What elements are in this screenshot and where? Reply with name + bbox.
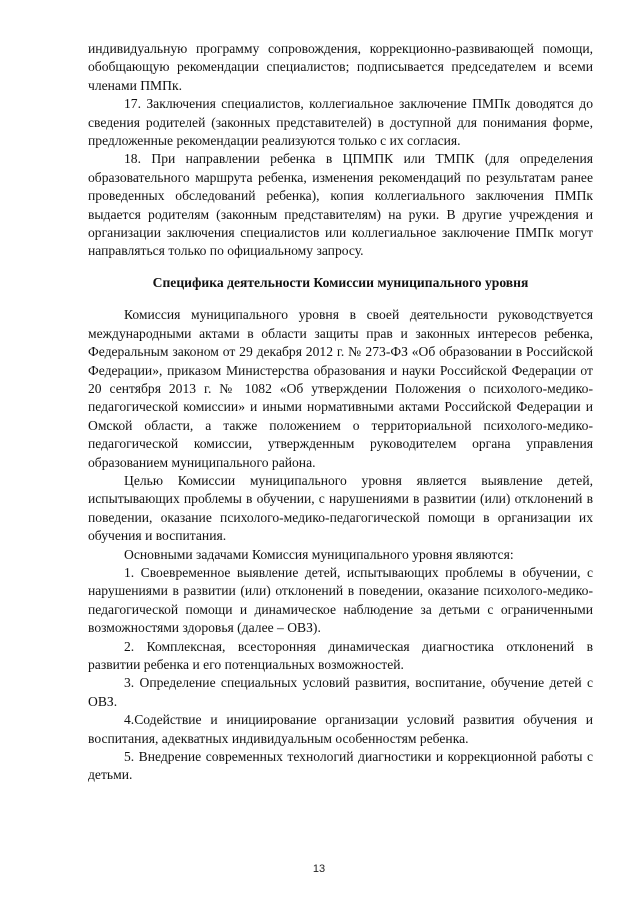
paragraph-commission-legal-basis: Комиссия муниципального уровня в своей деятельности руководствуется международными актами в области защиты прав и законных интересов ребенка, Федеральным законом от 29 декабря 2012 г. № 273-ФЗ «Об образовании в Российской Федерации», приказом Министерства образования и науки Российской Федерации от 20 сентября 2013 г. № 1082 «Об утверждении Положения о психолого-медико-педагогической комиссии» и иными нормативными актами Российской Федерации и Омской области, а также положением о территориальной психолого-медико-педагогической комиссии, утвержденным руководителем органа управления образованием муниципального района. bbox=[88, 307, 593, 470]
task-item-1: 1. Своевременное выявление детей, испытывающих проблемы в обучении, с нарушениями в развитии (или) отклонений в поведении, оказание психолого-медико-педагогической помощи и динамическое наблюдение за детьми с ограниченными возможностями здоровья (далее – ОВЗ). bbox=[88, 564, 593, 636]
task-item-5: 5. Внедрение современных технологий диагностики и коррекционной работы с детьми. bbox=[88, 749, 593, 783]
task-item-2: 2. Комплексная, всесторонняя динамическая диагностика отклонений в развитии ребенка и его потенциальных возможностей. bbox=[88, 638, 593, 672]
section-title: Специфика деятельности Комиссии муниципального уровня bbox=[152, 274, 529, 290]
page-number: 13 bbox=[312, 863, 326, 875]
paragraph-tasks-intro: Основными задачами Комиссия муниципального уровня являются: bbox=[124, 546, 514, 562]
task-item-4: 4.Содействие и инициирование организации условий развития обучения и воспитания, адекватных индивидуальным особенностям ребенка. bbox=[88, 712, 593, 746]
paragraph-item-18: 18. При направлении ребенка в ЦПМПК или ТМПК (для определения образовательного маршрута ребенка, изменения рекомендаций по результатам ранее проведенных обследований ребенка), копия коллегиального заключения ПМПк выдается родителям (законным представителям) на руки. В другие учреждения и организации заключения специалистов или коллегиальное заключение ПМПк могут направляться только по официальному запросу. bbox=[88, 151, 593, 259]
task-item-3: 3. Определение специальных условий развития, воспитание, обучение детей с ОВЗ. bbox=[88, 675, 593, 709]
paragraph-item-17: 17. Заключения специалистов, коллегиальное заключение ПМПк доводятся до сведения родителей (законных представителей) в доступной для понимания форме, предложенные рекомендации реализуются только с их согласия. bbox=[88, 96, 593, 149]
paragraph-commission-goal: Целью Комиссии муниципального уровня является выявление детей, испытывающих проблемы в обучении, с нарушениями в развитии (или) отклонений в поведении, оказание психолого-медико-педагогической помощи в организации их обучения и воспитания. bbox=[88, 472, 593, 544]
document-page bbox=[88, 40, 593, 785]
paragraph-continuation: индивидуальную программу сопровождения, коррекционно-развивающей помощи, обобщающую рекомендации специалистов; подписывается председателем и всеми членами ПМПк. bbox=[88, 41, 593, 93]
